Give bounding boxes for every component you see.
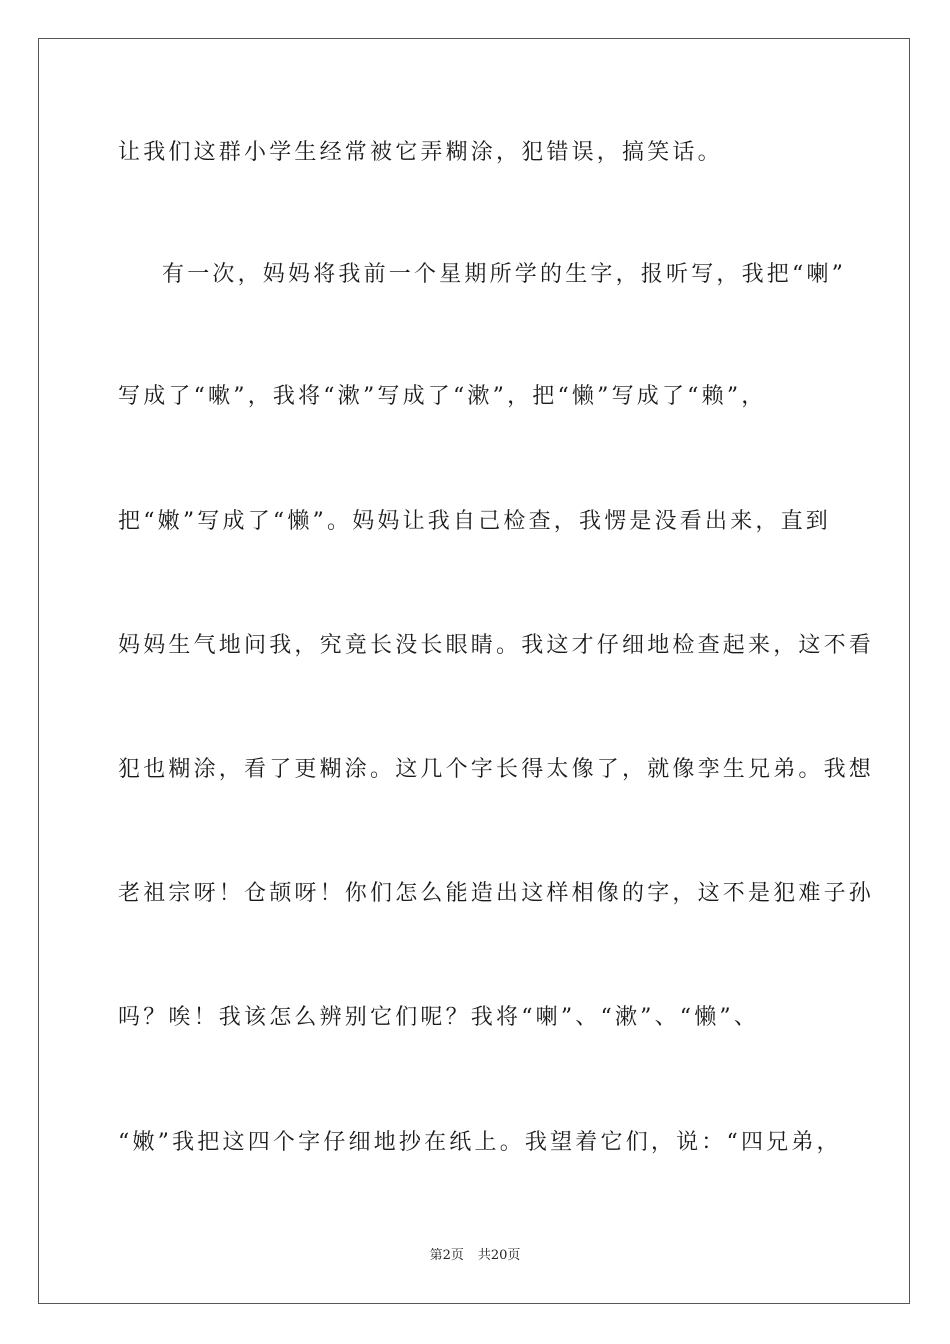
paragraph-start-line: 有一次，妈妈将我前一个星期所学的生字，报听写，我把“喇” [162, 262, 847, 287]
text-line: “嫩”我把这四个字仔细地抄在纸上。我望着它们，说：“四兄弟， [118, 1130, 842, 1155]
text-line: 写成了“嗽”，我将“漱”写成了“漱”，把“懒”写成了“赖”， [118, 384, 767, 409]
text-line: 犯也糊涂，看了更糊涂。这几个字长得太像了，就像孪生兄弟。我想 [118, 757, 875, 782]
page-total: 共20页 [477, 1248, 521, 1263]
text-line: 吗？唉！我该怎么辨别它们呢？我将“喇”、“漱”、“懒”、 [118, 1005, 760, 1030]
text-line: 让我们这群小学生经常被它弄糊涂，犯错误，搞笑话。 [118, 140, 723, 165]
text-line: 妈妈生气地问我，究竟长没长眼睛。我这才仔细地检查起来，这不看 [118, 633, 875, 658]
page-number: 第2页 [429, 1248, 464, 1263]
page-border [38, 38, 910, 1304]
text-line: 把“嫩”写成了“懒”。妈妈让我自己检查，我愣是没看出来，直到 [118, 509, 831, 534]
page-footer [0, 1246, 950, 1266]
text-line: 老祖宗呀！仓颉呀！你们怎么能造出这样相像的字，这不是犯难子孙 [118, 881, 875, 906]
